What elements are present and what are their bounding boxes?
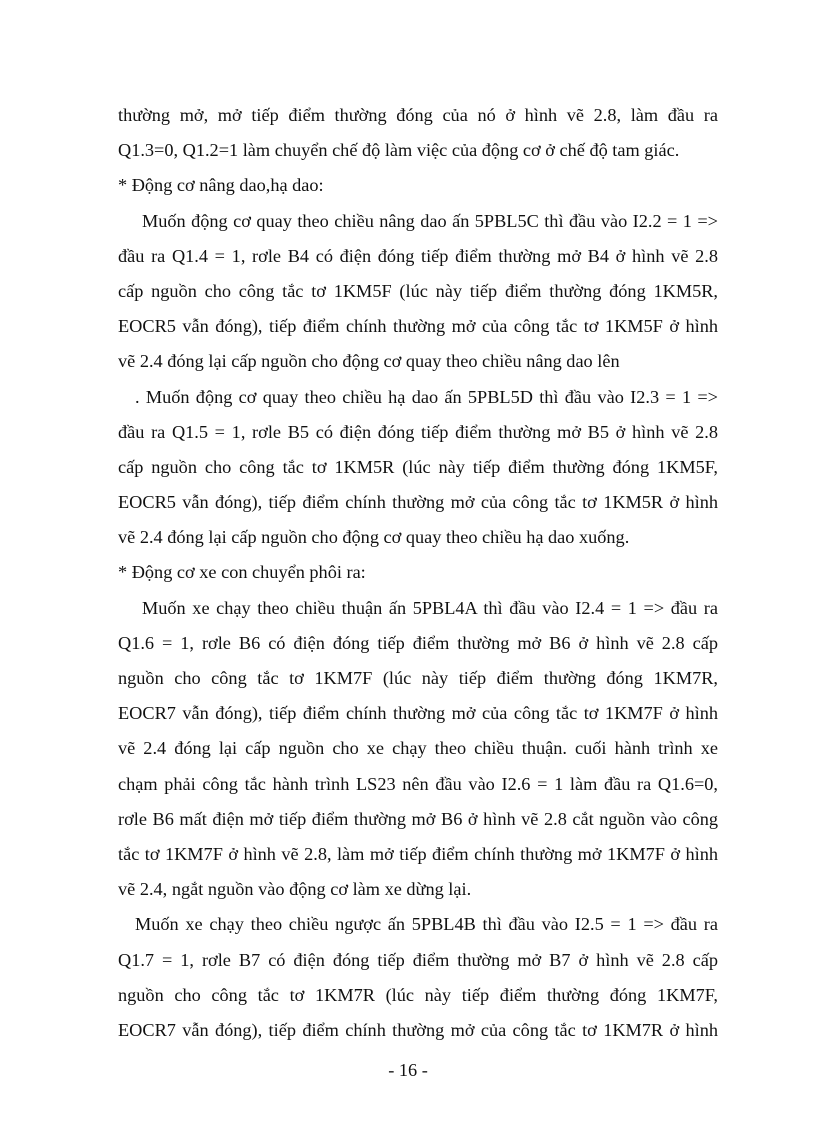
body-text — [118, 98, 718, 1048]
text-line: . Muốn động cơ quay theo chiều hạ dao ấn 5PBL5D thì đầu vào I2.3 = 1 => — [135, 386, 718, 407]
text-line: Q1.3=0, Q1.2=1 làm chuyển chế độ làm việc của động cơ ở chế độ tam giác. — [118, 140, 680, 161]
text-line: nguồn cho công tắc tơ 1KM7R (lúc này tiếp điểm thường đóng 1KM7F, — [118, 984, 718, 1005]
text-line: chạm phải công tắc hành trình LS23 nên đầu vào I2.6 = 1 làm đầu ra Q1.6=0, — [118, 773, 718, 794]
text-line: vẽ 2.4, ngắt nguồn vào động cơ làm xe dừng lại. — [118, 879, 472, 900]
text-line: đầu ra Q1.4 = 1, rơle B4 có điện đóng tiếp điểm thường mở B4 ở hình vẽ 2.8 — [118, 245, 718, 266]
text-line: Q1.6 = 1, rơle B6 có điện đóng tiếp điểm thường mở B6 ở hình vẽ 2.8 cấp — [118, 632, 718, 653]
text-line: nguồn cho công tắc tơ 1KM7F (lúc này tiếp điểm thường đóng 1KM7R, — [118, 668, 718, 688]
page-number: - 16 - — [388, 1060, 428, 1080]
text-line: Muốn xe chạy theo chiều thuận ấn 5PBL4A thì đầu vào I2.4 = 1 => đầu ra — [142, 597, 718, 618]
text-line: vẽ 2.4 đóng lại cấp nguồn cho động cơ quay theo chiều hạ dao xuống. — [118, 527, 630, 548]
section-heading: * Động cơ nâng dao,hạ dao: — [118, 175, 324, 196]
text-line: đầu ra Q1.5 = 1, rơle B5 có điện đóng tiếp điểm thường mở B5 ở hình vẽ 2.8 — [118, 421, 718, 442]
text-line: thường mở, mở tiếp điểm thường đóng của nó ở hình vẽ 2.8, làm đầu ra — [118, 105, 718, 125]
text-line: vẽ 2.4 đóng lại cấp nguồn cho động cơ quay theo chiều nâng dao lên — [118, 351, 620, 372]
text-line: cấp nguồn cho công tắc tơ 1KM5R (lúc này tiếp điểm thường đóng 1KM5F, — [118, 456, 718, 477]
text-line: EOCR5 vẫn đóng), tiếp điểm chính thường mở của công tắc tơ 1KM5F ở hình — [118, 316, 718, 337]
text-line: Muốn động cơ quay theo chiều nâng dao ấn 5PBL5C thì đầu vào I2.2 = 1 => — [142, 210, 718, 231]
text-line: rơle B6 mất điện mở tiếp điểm thường mở B6 ở hình vẽ 2.8 cắt nguồn vào công — [118, 808, 718, 829]
text-line: EOCR5 vẫn đóng), tiếp điểm chính thường mở của công tắc tơ 1KM5R ở hình — [118, 492, 718, 513]
text-line: Q1.7 = 1, rơle B7 có điện đóng tiếp điểm thường mở B7 ở hình vẽ 2.8 cấp — [118, 949, 718, 970]
text-line: vẽ 2.4 đóng lại cấp nguồn cho xe chạy theo chiều thuận. cuối hành trình xe — [118, 738, 718, 759]
text-line: EOCR7 vẫn đóng), tiếp điểm chính thường mở của công tắc tơ 1KM7R ở hình — [118, 1019, 718, 1040]
text-line: cấp nguồn cho công tắc tơ 1KM5F (lúc này tiếp điểm thường đóng 1KM5R, — [118, 280, 718, 301]
text-line: Muốn xe chạy theo chiều ngược ấn 5PBL4B thì đầu vào I2.5 = 1 => đầu ra — [135, 914, 718, 935]
text-line: EOCR7 vẫn đóng), tiếp điểm chính thường mở của công tắc tơ 1KM7F ở hình — [118, 703, 718, 724]
section-heading: * Động cơ xe con chuyển phôi ra: — [118, 562, 366, 583]
text-line: tắc tơ 1KM7F ở hình vẽ 2.8, làm mở tiếp điểm chính thường mở 1KM7F ở hình — [118, 843, 718, 864]
